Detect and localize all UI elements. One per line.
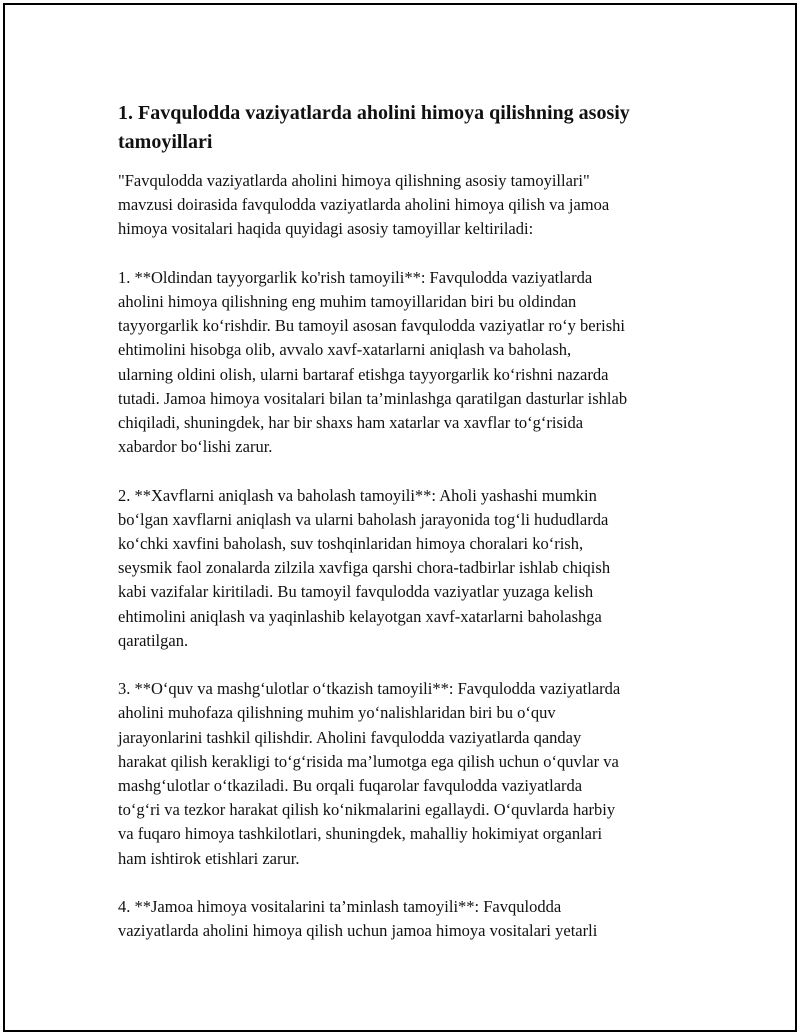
page-frame: [3, 3, 797, 1032]
principle-1-paragraph: 1. **Oldindan tayyorgarlik ko'rish tamoyili**: Favqulodda vaziyatlarda aholini himoya qilishning eng muhim tamoyillaridan biri bu oldindan tayyorgarlik ko‘rishdir. Bu tamoyil asosan favqulodda vaziyatlar ro‘y berishi ehtimolini hisobga olib, avvalo xavf-xatarlarni aniqlash va baholash, ularning oldini olish, ularni bartaraf etishga tayyorgarlik ko‘rishni nazarda tutadi. Jamoa himoya vositalari bilan ta’minlashga qaratilgan dasturlar ishlab chiqiladi, shuningdek, har bir shaxs ham xatarlar va xavflar to‘g‘risida xabardor bo‘lishi zarur.: [118, 267, 628, 457]
section-heading: 1. Favqulodda vaziyatlarda aholini himoya qilishning asosiy tamoyillari: [118, 102, 630, 153]
document-body: [118, 99, 708, 968]
intro-paragraph: "Favqulodda vaziyatlarda aholini himoya qilishning asosiy tamoyillari" mavzusi doirasida favqulodda vaziyatlarda aholini himoya qilish va jamoa himoya vositalari haqida quyidagi asosiy tamoyillar keltiriladi:: [118, 171, 610, 239]
principle-3-paragraph: 3. **O‘quv va mashg‘ulotlar o‘tkazish tamoyili**: Favqulodda vaziyatlarda aholini muhofaza qilishning muhim yo‘nalishlaridan biri bu o‘quv jarayonlarini tashkil qilishdir. Aholini favqulodda vaziyatlarda qanday harakat qilish kerakligi to‘g‘risida ma’lumotga ega qilish uchun o‘quvlar va mashg‘ulotlar o‘tkaziladi. Bu orqali fuqarolar favqulodda vaziyatlarda to‘g‘ri va tezkor harakat qilish ko‘nikmalarini egallaydi. O‘quvlarda harbiy va fuqaro himoya tashkilotlari, shuningdek, mahalliy hokimiyat organlari ham ishtirok etishlari zarur.: [118, 679, 621, 868]
principle-2-paragraph: 2. **Xavflarni aniqlash va baholash tamoyili**: Aholi yashashi mumkin bo‘lgan xavflarni aniqlash va ularni baholash jarayonida tog‘li hududlarda ko‘chki xavfini baholash, suv toshqinlaridan himoya choralari ko‘rish, seysmik faol zonalarda zilzila xavfiga qarshi chora-tadbirlar ishlab chiqish kabi vazifalar kiritiladi. Bu tamoyil favqulodda vaziyatlar yuzaga kelish ehtimolini aniqlash va yaqinlashib kelayotgan xavf-xatarlarni baholashga qaratilgan.: [118, 485, 611, 650]
principle-4-paragraph: 4. **Jamoa himoya vositalarini ta’minlash tamoyili**: Favqulodda vaziyatlarda aholini himoya qilish uchun jamoa himoya vositalari yetarli: [118, 897, 598, 941]
